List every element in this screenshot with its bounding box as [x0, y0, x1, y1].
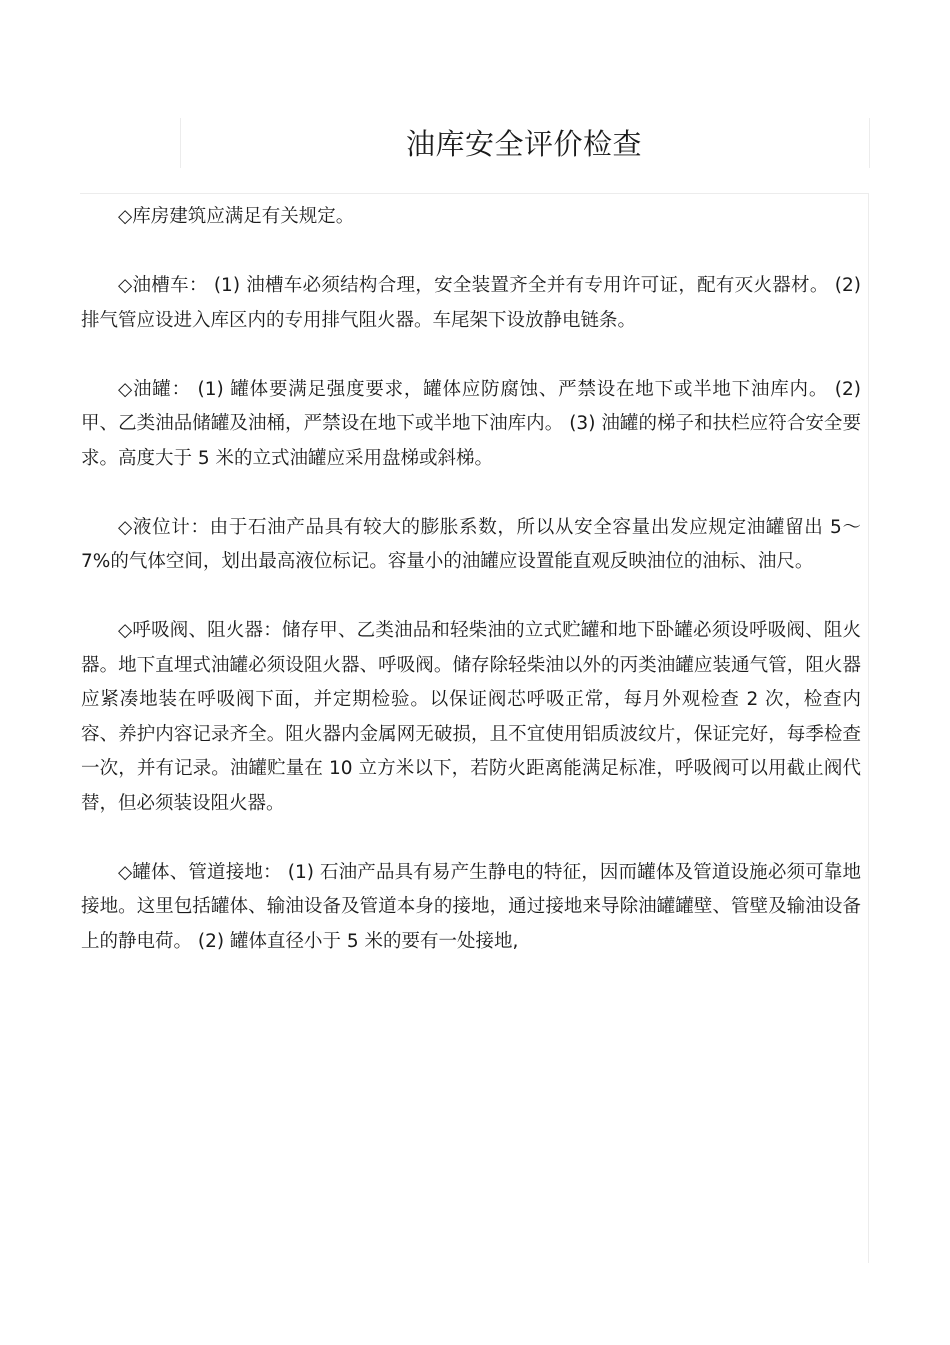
document-title: 油库安全评价检查	[405, 127, 642, 161]
paragraph-tank-truck: ◇油槽车： (1) 油槽车必须结构合理，安全装置齐全并有专用许可证，配有灭火器材。 (2) 排气管应设进入库区内的专用排气阻火器。车尾架下设放静电链条。	[81, 275, 861, 331]
right-divider	[868, 193, 869, 1263]
document-body	[81, 200, 861, 994]
paragraph-oil-tank: ◇油罐： (1) 罐体要满足强度要求，罐体应防腐蚀、严禁设在地下或半地下油库内。 (2) 甲、乙类油品储罐及油桶，严禁设在地下或半地下油库内。 (3) 油罐的梯子和扶栏应符合安全要求。高度大于 5 米的立式油罐应采用盘梯或斜梯。	[81, 378, 861, 469]
paragraph-grounding: ◇罐体、管道接地： (1) 石油产品具有易产生静电的特征，因而罐体及管道设施必须可靠地接地。这里包括罐体、输油设备及管道本身的接地，通过接地来导除油罐罐壁、管壁及输油设备上的静电荷。 (2) 罐体直径小于 5 米的要有一处接地,	[81, 861, 861, 952]
top-divider	[80, 193, 869, 194]
paragraph-level-gauge: ◇液位计：由于石油产品具有较大的膨胀系数，所以从安全容量出发应规定油罐留出 5～7%的气体空间，划出最高液位标记。容量小的油罐应设置能直观反映油位的油标、油尺。	[81, 516, 861, 572]
paragraph-storehouse: ◇库房建筑应满足有关规定。	[118, 206, 355, 227]
paragraph-breather-valve: ◇呼吸阀、阻火器：储存甲、乙类油品和轻柴油的立式贮罐和地下卧罐必须设呼吸阀、阻火器。地下直埋式油罐必须设阻火器、呼吸阀。储存除轻柴油以外的丙类油罐应装通气管，阻火器应紧凑地装在呼吸阀下面，并定期检验。以保证阀芯呼吸正常，每月外观检查 2 次，检查内容、养护内容记录齐全。阻火器内金属网无破损，且不宜使用铝质波纹片，保证完好，每季检查一次，并有记录。油罐贮量在 10 立方米以下，若防火距离能满足标准，呼吸阀可以用截止阀代替，但必须装设阻火器。	[81, 620, 861, 814]
